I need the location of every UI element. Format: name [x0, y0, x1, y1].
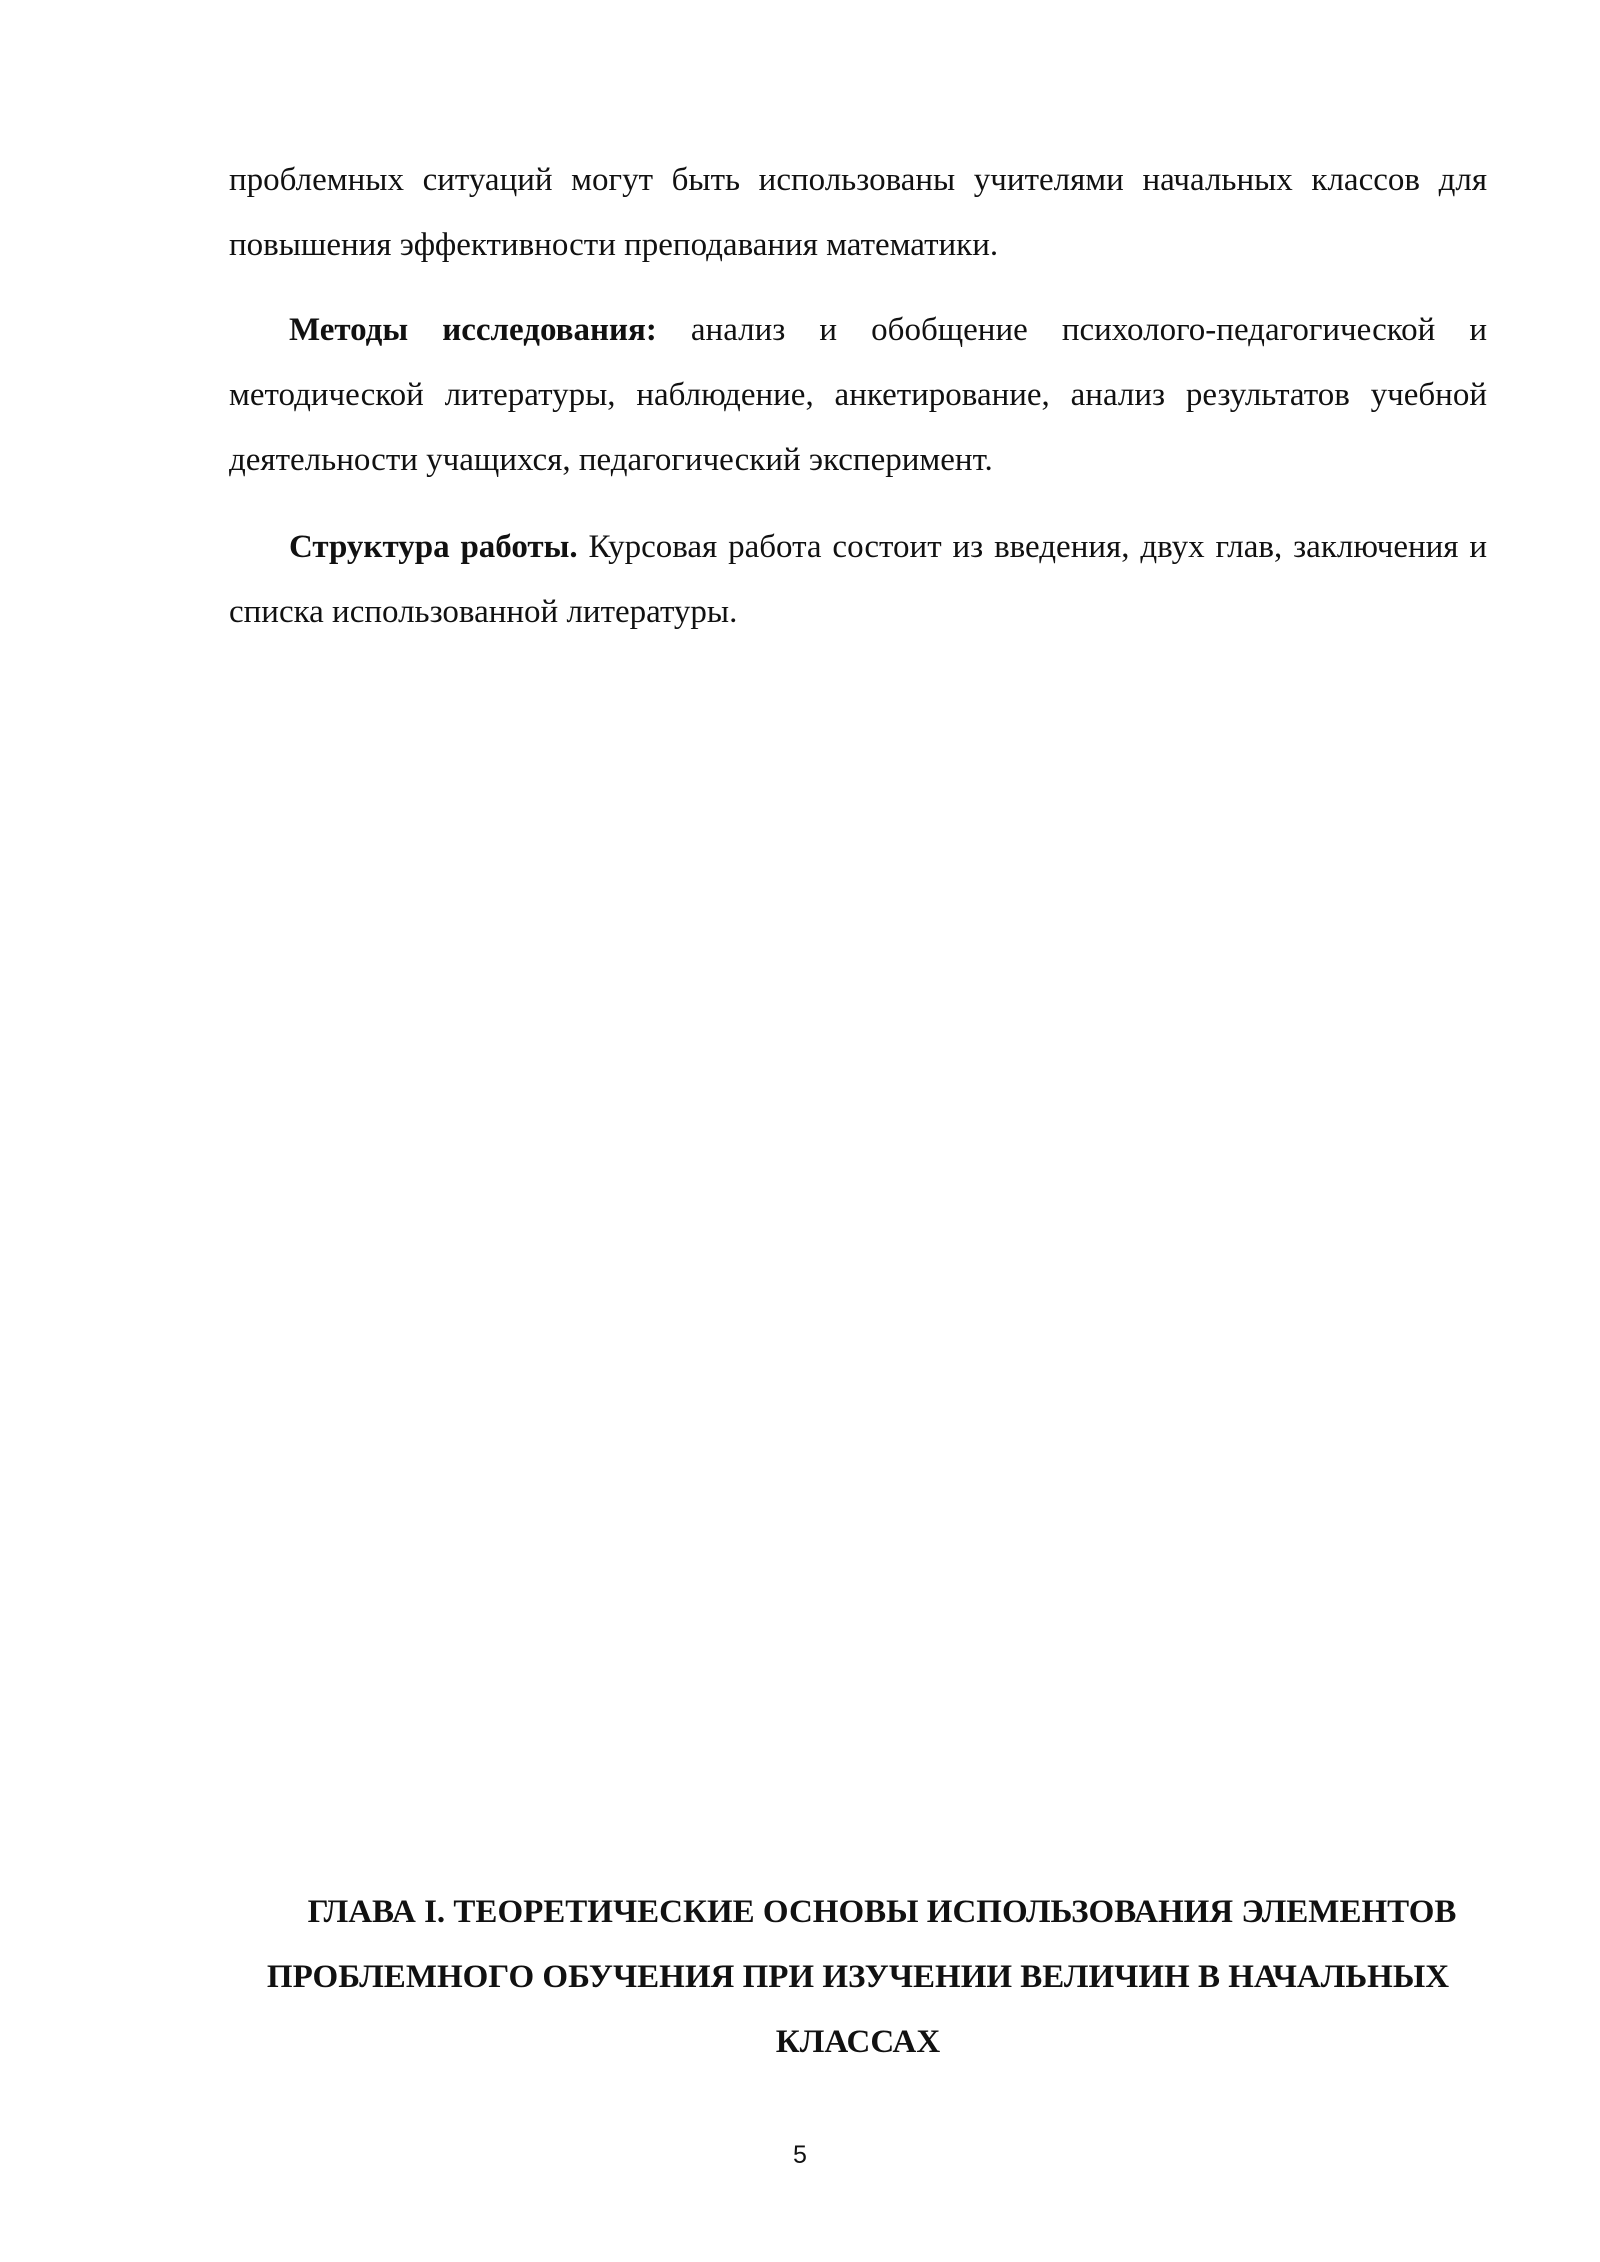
research-methods-text: анализ и обобщение психолого-педагогической и методической литературы, наблюдение, анкетирование, анализ результатов учебной деятельности учащихся, педагогический эксперимент.: [229, 312, 1487, 478]
chapter-title: ГЛАВА I. ТЕОРЕТИЧЕСКИЕ ОСНОВЫ ИСПОЛЬЗОВАНИЯ ЭЛЕМЕНТОВ ПРОБЛЕМНОГО ОБУЧЕНИЯ ПРИ ИЗУЧЕНИИ ВЕЛИЧИН В НАЧАЛЬНЫХ КЛАССАХ: [266, 1894, 1457, 2060]
paragraph-research-methods: [229, 298, 1487, 493]
paragraph-continuation: проблемных ситуаций могут быть использованы учителями начальных классов для повышения эффективности преподавания математики.: [229, 162, 1487, 263]
page-number: 5: [793, 2141, 807, 2169]
work-structure-text: Курсовая работа состоит из введения, двух глав, заключения и списка использованной литературы.: [229, 529, 1488, 630]
work-structure-label: Структура работы.: [289, 529, 578, 565]
paragraph-work-structure: [229, 515, 1487, 645]
research-methods-label: Методы исследования:: [289, 312, 657, 348]
